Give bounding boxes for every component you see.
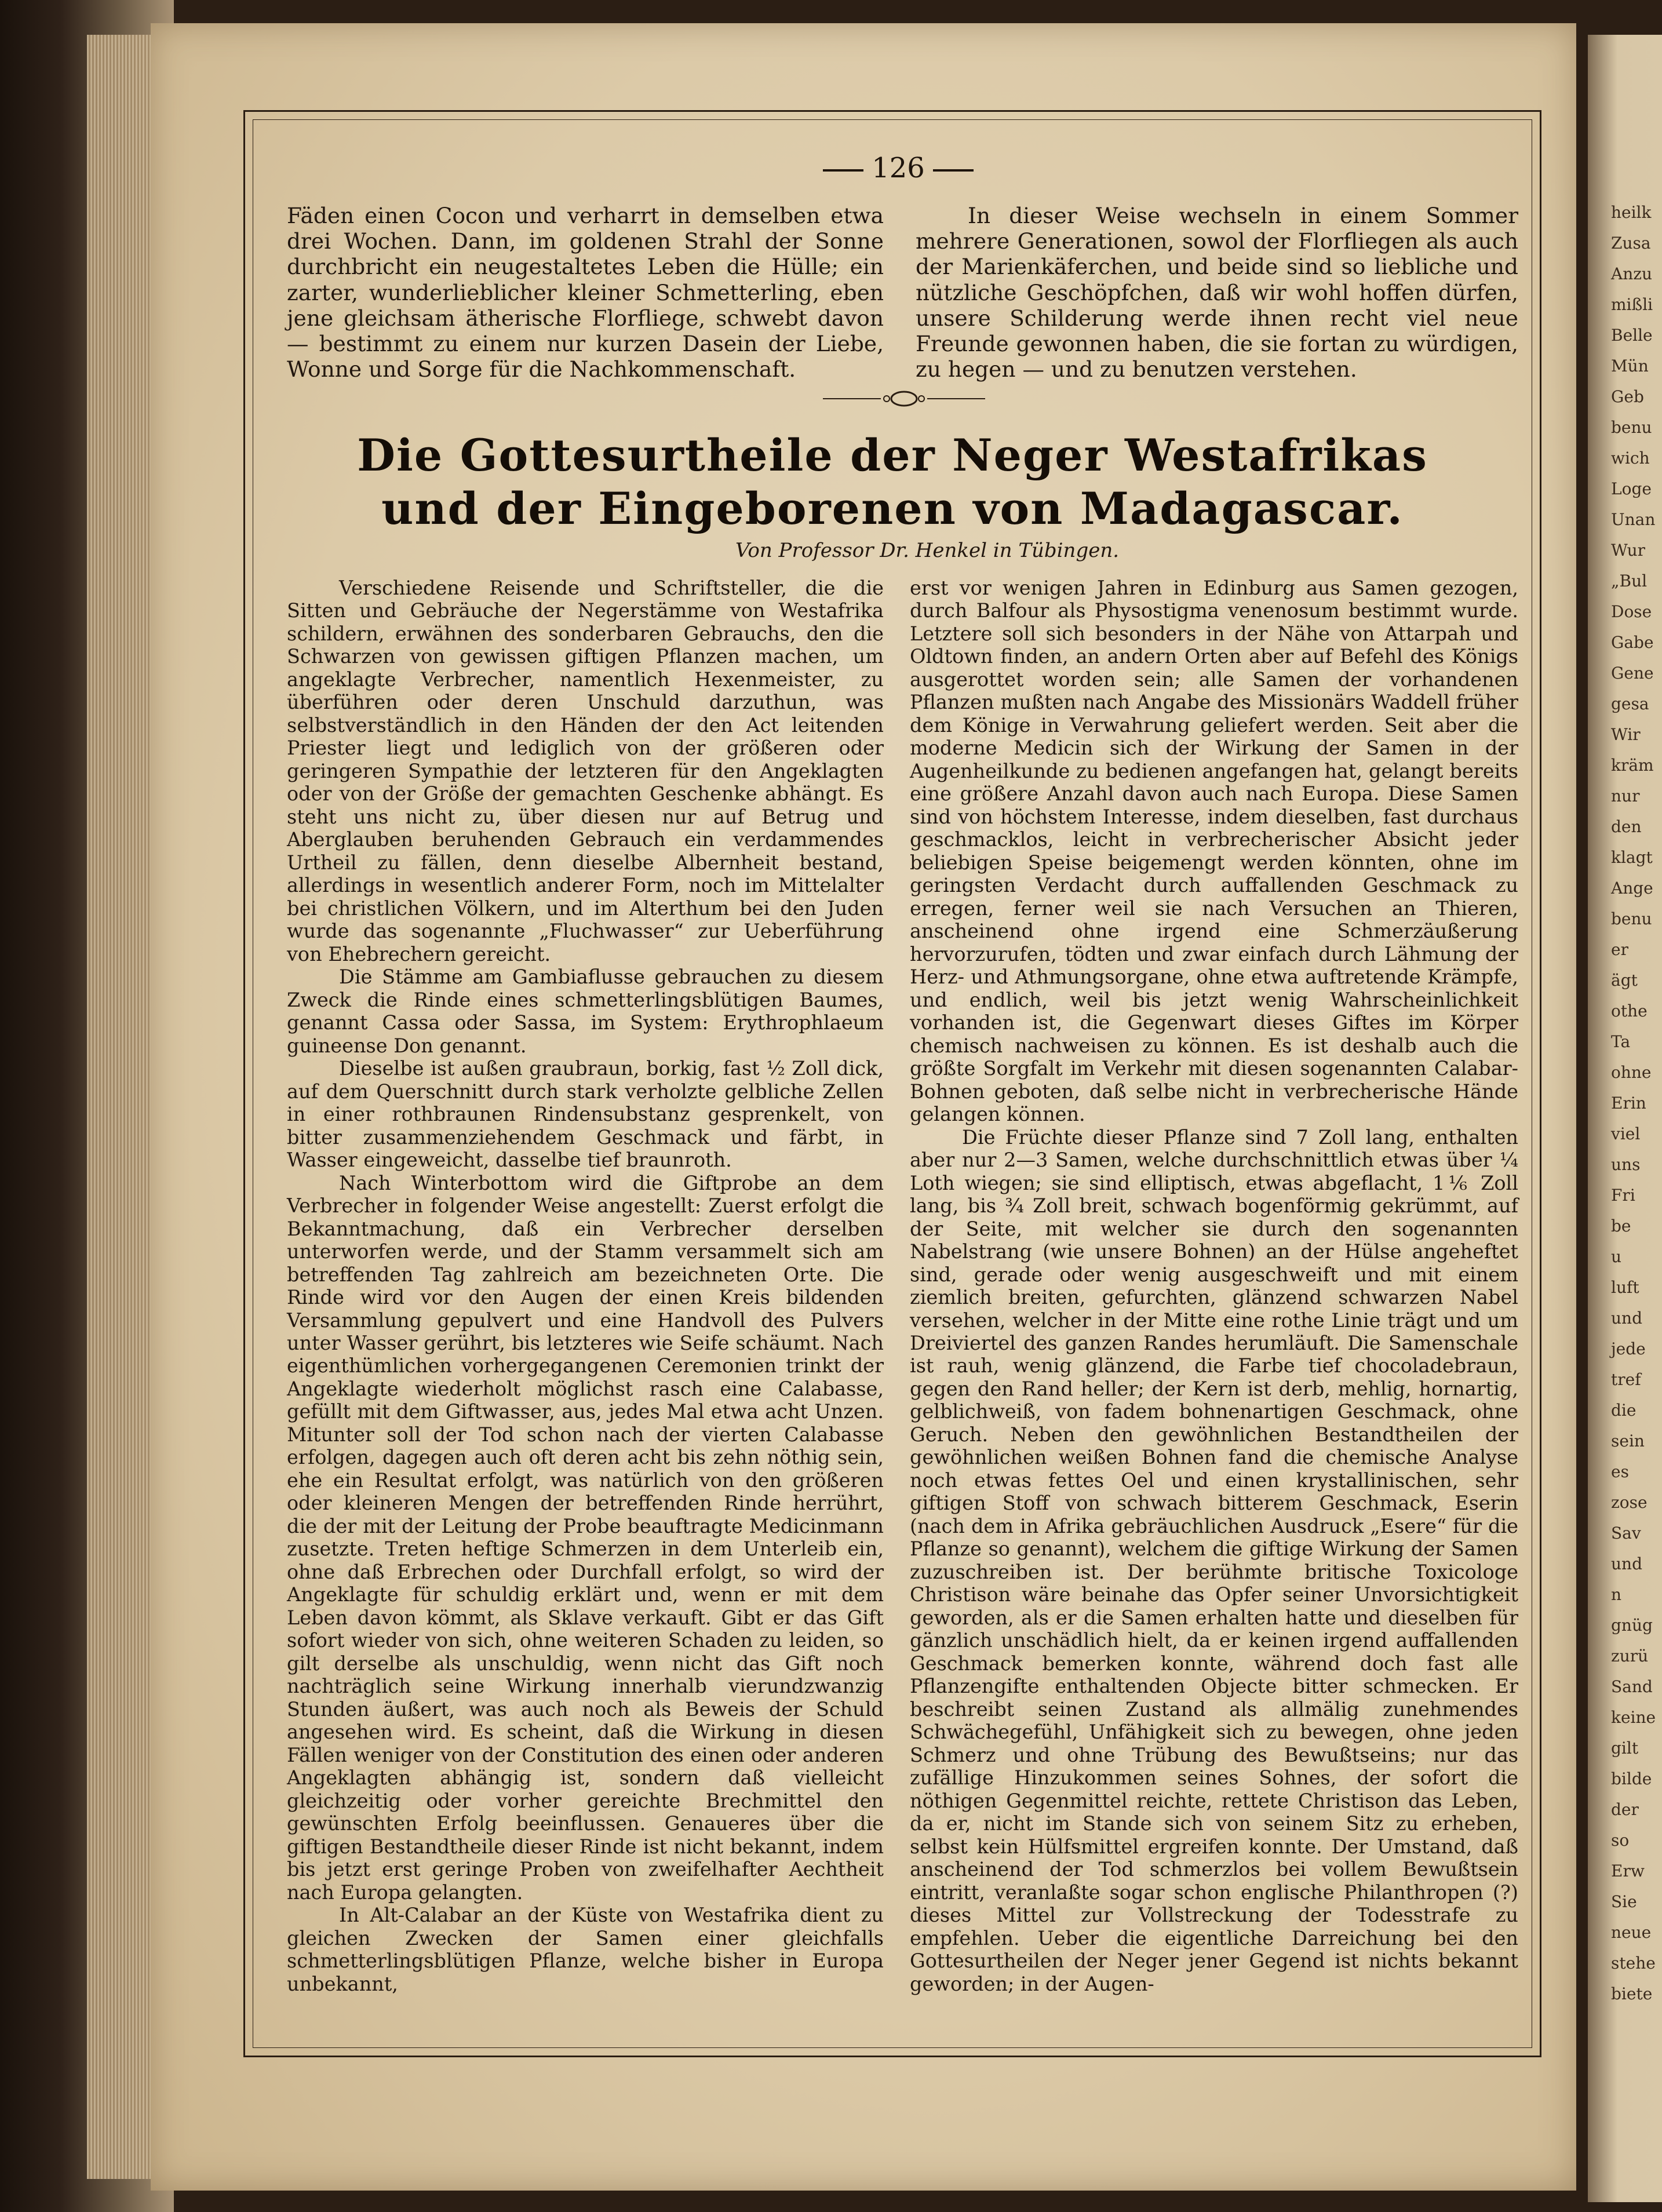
adjacent-page-fragment: uns: [1611, 1155, 1641, 1174]
adjacent-page-fragment: er: [1611, 940, 1628, 959]
ornamental-divider: [823, 387, 985, 410]
adjacent-page-fragment: Dose: [1611, 602, 1652, 621]
adjacent-page-fragment: wich: [1611, 449, 1650, 468]
ornament-right: [933, 169, 974, 172]
adjacent-page-fragment: ohne: [1611, 1063, 1652, 1082]
top-left-paragraph: Fäden einen Cocon und verharrt in demselben etwa drei Wochen. Dann, im goldenen Strahl der Sonne durchbricht ein neugestaltetes Leben die Hülle; ein zarter, wunderlieblicher kleiner Schmetterling, eben jene gleichsam ätherische Florfliege, schwebt davon — bestimmt zu einem nur kurzen Dasein der Liebe, Wonne und Sorge für die Nachkommenschaft.: [287, 203, 884, 382]
adjacent-page-fragment: Sav: [1611, 1524, 1641, 1543]
adjacent-page-fragment: nur: [1611, 786, 1640, 806]
ornament-left: [823, 169, 863, 172]
adjacent-page-fragment: benu: [1611, 909, 1652, 928]
adjacent-page-fragment: Loge: [1611, 479, 1652, 498]
adjacent-page-fragment: so: [1611, 1831, 1630, 1850]
adjacent-page-fragment: Erin: [1611, 1094, 1646, 1113]
adjacent-page-edge: [1588, 35, 1662, 2202]
adjacent-page-fragment: zurü: [1611, 1646, 1649, 1666]
adjacent-page-fragment: „Bul: [1611, 571, 1648, 591]
paragraph: Dieselbe ist außen graubraun, borkig, fast ½ Zoll dick, auf dem Querschnitt durch stark verholzte gelbliche Zellen in einer rothbraunen Rindensubstanz gesprenkelt, von bitter zusammenziehendem Geschmack und färbt, in Wasser eingeweicht, dasselbe tief braunroth.: [287, 1057, 884, 1172]
article-byline: Von Professor Dr. Henkel in Tübingen.: [735, 539, 1120, 562]
adjacent-page-fragment: und: [1611, 1554, 1642, 1573]
adjacent-page-fragment: Anzu: [1611, 264, 1653, 283]
adjacent-page-fragment: n: [1611, 1585, 1622, 1604]
adjacent-page-fragment: kräm: [1611, 756, 1654, 775]
paragraph: In Alt-Calabar an der Küste von Westafrika dient zu gleichen Zwecken der Samen einer gleichfalls schmetterlingsblütigen Pflanze, welche bisher in Europa unbekannt,: [287, 1904, 884, 1995]
adjacent-page-fragment: viel: [1611, 1124, 1641, 1143]
adjacent-page-fragment: mißli: [1611, 295, 1653, 314]
adjacent-page-fragment: Erw: [1611, 1861, 1645, 1881]
adjacent-page-fragment: der: [1611, 1800, 1639, 1819]
paragraph: Die Stämme am Gambiaflusse gebrauchen zu diesem Zweck die Rinde eines schmetterlingsblütigen Baumes, genannt Cassa oder Sassa, im System: Erythrophlaeum guineense Don genannt.: [287, 965, 884, 1057]
top-right-column: [916, 203, 1518, 382]
paragraph: Die Früchte dieser Pflanze sind 7 Zoll lang, enthalten aber nur 2—3 Samen, welche durchschnittlich etwas über ¼ Loth wiegen; sie sind elliptisch, etwas abgeflacht, 1⅙ Zoll lang, bis ¾ Zoll breit, schwach bogenförmig gekrümmt, auf der Seite, mit welcher sie durch den sogenannten Nabelstrang (wie unsere Bohnen) an der Hülse angeheftet sind, gerade oder wenig ausgeschweift und mit einem ziemlich breiten, gefurchten, glänzend schwarzen Nabel versehen, welcher in der Mitte eine rothe Linie trägt und um Dreiviertel des ganzen Randes herumläuft. Die Samenschale ist rauh, wenig glänzend, die Farbe tief chocoladebraun, gegen den Rand heller; der Kern ist derb, mehlig, hornartig, gelblichweiß, von fadem bohnenartigen Geschmack, ohne Geruch. Neben den gewöhnlichen Bestandtheilen der gewöhnlichen weißen Bohnen fand die chemische Analyse noch etwas fettes Oel und einen krystallinischen, sehr giftigen Stoff von schwach bitterem Geschmack, Eserin (nach dem in Afrika gebräuchlichen Ausdruck „Esere“ für die Pflanze so genannt), welchem die giftige Wirkung der Samen zuzuschreiben ist. Der berühmte britische Toxicologe Christison wäre beinahe das Opfer seiner Unvorsichtigkeit geworden, als er die Samen erhalten hatte und dieselben für gänzlich unschädlich hielt, da er keinen irgend auffallenden Geschmack bemerken konnte, während doch fast alle Pflanzengifte enthaltenden Objecte bitter schmecken. Er beschreibt seinen Zustand als allmälig zunehmendes Schwächegefühl, Unfähigkeit sich zu bewegen, ohne jeden Schmerz und ohne Trübung des Bewußtseins; nur das zufällige Hinzukommen seines Sohnes, der sofort die nöthigen Gegenmittel reichte, rettete Christison das Leben, da er, nicht im Stande sich von seinem Sitz zu erheben, selbst kein Hülfsmittel ergreifen konnte. Der Umstand, daß anscheinend der Tod schmerzlos bei vollem Bewußtsein eintritt, veranlaßte sogar schon englische Philanthropen (?) dieses Mittel zur Vollstreckung der Todesstrafe zu empfehlen. Ueber die eigentliche Darreichung bei den Gottesurtheilen der Neger jener Gegend ist nichts bekannt geworden; in der Augen-: [910, 1125, 1518, 1995]
article-title: Die Gottesurtheile der Neger Westafrikas und der Eingeborenen von Madagascar.: [357, 429, 1428, 534]
adjacent-page-fragment: Unan: [1611, 510, 1656, 529]
adjacent-page-fragment: stehe: [1611, 1954, 1656, 1973]
adjacent-page-fragment: es: [1611, 1462, 1629, 1481]
adjacent-page-fragment: biete: [1611, 1984, 1653, 2003]
adjacent-page-fragment: bilde: [1611, 1769, 1652, 1788]
adjacent-page-fragment: keine: [1611, 1708, 1656, 1727]
page-number: [811, 152, 985, 184]
adjacent-page-fragment: u: [1611, 1247, 1622, 1266]
adjacent-page-fragment: Ta: [1611, 1032, 1631, 1051]
adjacent-page-fragment: zose: [1611, 1493, 1648, 1512]
adjacent-page-fragment: Sand: [1611, 1677, 1653, 1696]
right-column: [910, 577, 1518, 1995]
page-number-text: 126: [872, 152, 925, 184]
adjacent-page-fragment: tref: [1611, 1370, 1641, 1389]
adjacent-page-fragment: Ange: [1611, 879, 1653, 898]
adjacent-page-fragment: Belle: [1611, 326, 1653, 345]
adjacent-page-fragment: neue: [1611, 1923, 1652, 1942]
top-left-column: [287, 203, 884, 382]
paragraph: erst vor wenigen Jahren in Edinburg aus Samen gezogen, durch Balfour als Physostigma venenosum bestimmt wurde. Letztere soll sich besonders in der Nähe von Attarpah und Oldtown finden, an andern Orten aber auf Befehl des Königs ausgerottet worden sein; alle Samen der vorhandenen Pflanzen mußten nach Angabe des Missionärs Waddell früher dem Könige in Verwahrung geliefert werden. Seit aber die moderne Medicin sich der Wirkung der Samen in der Augenheilkunde zu bedienen angefangen hat, gelangt bereits eine größere Anzahl davon auch nach Europa. Diese Samen sind von höchstem Interesse, indem dieselben, fast durchaus geschmacklos, leicht in verbrecherischer Absicht jeder beliebigen Speise beigemengt werden könnten, ohne im geringsten Verdacht durch auffallenden Geschmack zu erregen, ferner weil sie nach Versuchen an Thieren, anscheinend ohne irgend eine Schmerzäußerung hervorzurufen, tödten und zwar einfach durch Lähmung der Herz- und Athmungsorgane, ohne etwa auftretende Krämpfe, und endlich, weil bis jetzt wenig Wahrscheinlichkeit vorhanden ist, die Gegenwart dieses Giftes im Körper chemisch nachweisen zu können. Es ist deshalb auch die größte Sorgfalt im Verkehr mit diesen sogenannten Calabar-Bohnen geboten, daß selbe nicht in verbrecherische Hände gelangen können.: [910, 577, 1518, 1126]
adjacent-page-fragment: Wur: [1611, 541, 1646, 560]
adjacent-page-fragment: und: [1611, 1309, 1642, 1328]
adjacent-page-fragment: Geb: [1611, 387, 1644, 406]
adjacent-page-fragment: othe: [1611, 1001, 1648, 1021]
adjacent-page-fragment: Gabe: [1611, 633, 1654, 652]
adjacent-page-fragment: be: [1611, 1216, 1631, 1236]
left-column: [287, 577, 884, 1995]
adjacent-page-fragment: Zusa: [1611, 234, 1651, 253]
adjacent-page-fragment: Gene: [1611, 664, 1654, 683]
adjacent-page-fragment: gesa: [1611, 694, 1649, 713]
paragraph: Nach Winterbottom wird die Giftprobe an dem Verbrecher in folgender Weise angestellt: Zuerst erfolgt die Bekanntmachung, daß ein Verbrecher derselben unterworfen werde, und der Stamm versammelt sich am betreffenden Tag zahlreich am bezeichneten Orte. Die Rinde wird vor den Augen der einen Kreis bildenden Versammlung gepulvert und eine Handvoll des Pulvers unter Wasser gerührt, bis letzteres wie Seife schäumt. Nach eigenthümlichen vorhergegangenen Ceremonien trinkt der Angeklagte wiederholt möglichst rasch eine Calabasse, gefüllt mit dem Giftwasser, aus, jedes Mal etwa acht Unzen. Mitunter soll der Tod schon nach der vierten Calabasse erfolgen, dagegen auch oft deren acht bis zehn nöthig sein, ehe ein Resultat erfolgt, was natürlich von den größeren oder kleineren Mengen der betreffenden Rinde herrührt, die der mit der Leitung der Probe beauftragte Medicinmann zusetzte. Treten heftige Schmerzen in dem Unterleib ein, ohne daß Erbrechen oder Durchfall erfolgt, so wird der Angeklagte für schuldig erklärt und, wenn er mit dem Leben davon kömmt, als Sklave verkauft. Gibt er das Gift sofort wieder von sich, ohne weiteren Schaden zu leiden, so gilt derselbe als unschuldig, wenn nicht das Gift noch nachträglich seine Wirkung innerhalb vierundzwanzig Stunden äußert, was auch noch als Beweis der Schuld angesehen wird. Es scheint, daß die Wirkung in diesen Fällen weniger von der Constitution des einen oder anderen Angeklagten abhängig ist, sondern daß vielleicht gleichzeitig oder vorher gereichte Brechmittel den gewünschten Erfolg beeinflussen. Genaueres über die giftigen Bestandtheile dieser Rinde ist nicht bekannt, indem bis jetzt erst geringe Proben von zweifelhafter Aechtheit nach Europa gelangten.: [287, 1171, 884, 1904]
paragraph: Verschiedene Reisende und Schriftsteller, die die Sitten und Gebräuche der Negerstämme von Westafrika schildern, erwähnen des sonderbaren Gebrauchs, den die Schwarzen von gewissen giftigen Pflanzen machen, um angeklagte Verbrecher, namentlich Hexenmeister, zu überführen oder deren Unschuld darzuthun, was selbstverständlich in den Händen der den Act leitenden Priester liegt und lediglich von der größeren oder geringeren Sympathie der letzteren für den Angeklagten oder von der Größe der gemachten Geschenke abhängt. Es steht uns nicht zu, über diesen nur auf Betrug und Aberglauben beruhenden Gebrauch ein verdammendes Urtheil zu fällen, denn dieselbe Albernheit bestand, allerdings in wesentlich anderer Form, noch im Mittelalter bei christlichen Völkern, und im Alterthum bei den Juden wurde das sogenannte „Fluchwasser“ zur Ueberführung von Ehebrechern gereicht.: [287, 577, 884, 965]
adjacent-page-fragment: ägt: [1611, 971, 1638, 990]
adjacent-page-fragment: jede: [1611, 1339, 1646, 1358]
adjacent-page-fragment: Sie: [1611, 1892, 1637, 1911]
adjacent-page-fragment: benu: [1611, 418, 1652, 437]
adjacent-page-fragment: Mün: [1611, 356, 1649, 376]
adjacent-page-fragment: gnüg: [1611, 1616, 1653, 1635]
adjacent-page-fragment: Fri: [1611, 1186, 1635, 1205]
adjacent-page-fragment: Wir: [1611, 725, 1641, 744]
adjacent-page-fragment: luft: [1611, 1278, 1639, 1297]
adjacent-page-fragment: heilk: [1611, 203, 1652, 222]
adjacent-page-fragment: die: [1611, 1401, 1637, 1420]
adjacent-page-fragment: sein: [1611, 1431, 1645, 1451]
adjacent-page-fragment: den: [1611, 817, 1642, 836]
adjacent-page-fragment: klagt: [1611, 848, 1653, 867]
adjacent-page-fragment: gilt: [1611, 1739, 1639, 1758]
top-right-paragraph: In dieser Weise wechseln in einem Sommer mehrere Generationen, sowol der Florfliegen als auch der Marienkäferchen, und beide sind so liebliche und nützliche Geschöpfchen, daß wir wohl hoffen dürfen, unsere Schilderung werde ihnen recht viel neue Freunde gewonnen haben, die sie fortan zu würdigen, zu hegen — und zu benutzen verstehen.: [916, 203, 1518, 382]
